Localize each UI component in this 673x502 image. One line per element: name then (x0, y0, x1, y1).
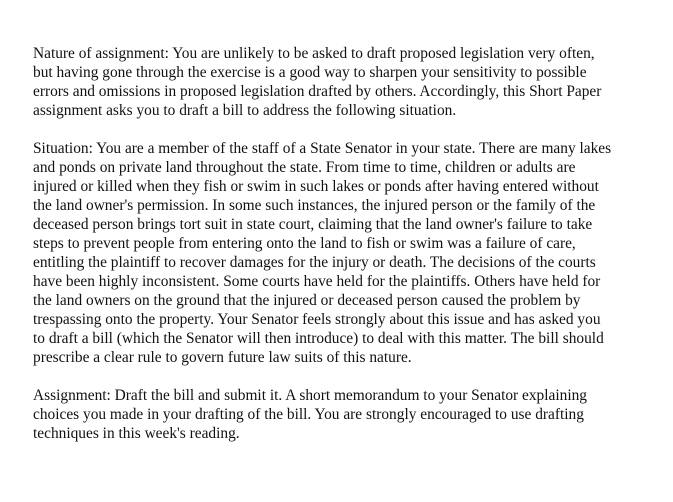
paragraph-assignment: Assignment: Draft the bill and submit it. A short memorandum to your Senator explaining choices you made in your drafting of the bill. You are strongly encouraged to use drafting techniques in this week's reading. (33, 387, 587, 442)
paragraph-situation: Situation: You are a member of the staff of a State Senator in your state. There are many lakes and ponds on private land throughout the state. From time to time, children or adults are injured or killed when they fish or swim in such lakes or ponds after having entered without the land owner's permission. In some such instances, the injured person or the family of the deceased person brings tort suit in state court, claiming that the land owner's failure to take steps to prevent people from entering onto the land to fish or swim was a failure of care, entitling the plaintiff to recover damages for the injury or death. The decisions of the courts have been highly inconsistent. Some courts have held for the plaintiffs. Others have held for the land owners on the ground that the injured or deceased person caused the problem by trespassing onto the property. Your Senator feels strongly about this issue and has asked you to draft a bill (which the Senator will then introduce) to deal with this matter. The bill should prescribe a clear rule to govern future law suits of this nature. (33, 140, 612, 366)
paragraph-nature-of-assignment: Nature of assignment: You are unlikely to be asked to draft proposed legislation very often, but having gone through the exercise is a good way to sharpen your sensitivity to possible errors and omissions in proposed legislation drafted by others. Accordingly, this Short Paper assignment asks you to draft a bill to address the following situation. (33, 45, 602, 119)
